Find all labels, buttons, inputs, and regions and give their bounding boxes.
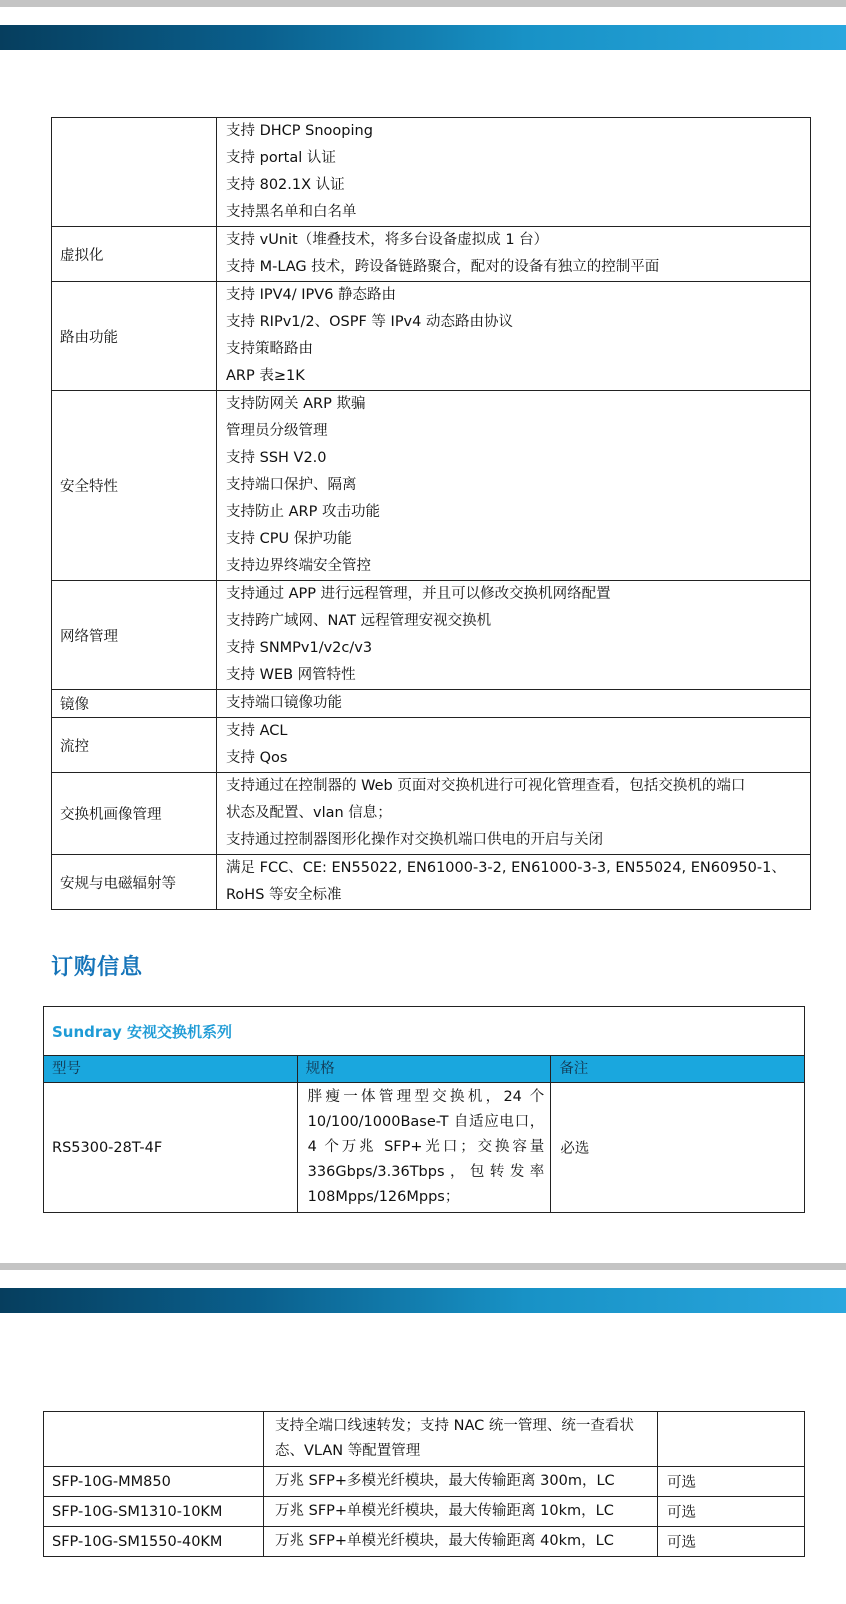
series-title: Sundray 安视交换机系列 bbox=[44, 1007, 805, 1056]
table-header bbox=[44, 1056, 805, 1083]
spec-line: 管理员分级管理 bbox=[226, 423, 328, 439]
note-cell: 可选 bbox=[658, 1527, 805, 1557]
spec-line: 支持策略路由 bbox=[226, 341, 313, 357]
spec-line: 满足 FCC、CE: EN55022, EN61000-3-2, EN61000-3-3, EN55024, EN60950-1、 bbox=[226, 860, 786, 876]
note-cell: 可选 bbox=[658, 1467, 805, 1497]
spec-cell: 万兆 SFP+单模光纤模块，最大传输距离 10km，LC bbox=[264, 1497, 658, 1527]
spec-category: 安全特性 bbox=[52, 391, 217, 581]
spec-category: 虚拟化 bbox=[52, 227, 217, 282]
spec-category: 镜像 bbox=[52, 690, 217, 718]
table-row bbox=[52, 391, 811, 581]
spec-line: 支持跨广域网、NAT 远程管理安视交换机 bbox=[226, 613, 492, 629]
spec-line: 状态及配置、vlan 信息； bbox=[226, 805, 392, 821]
header-band bbox=[0, 1288, 846, 1313]
spec-line: 支持通过在控制器的 Web 页面对交换机进行可视化管理查看，包括交换机的端口 bbox=[226, 778, 746, 794]
table-row bbox=[52, 581, 811, 690]
header-band bbox=[0, 25, 846, 50]
spec-line: 支持 WEB 网管特性 bbox=[226, 667, 356, 683]
spec-line: RoHS 等安全标准 bbox=[226, 887, 342, 903]
series-row bbox=[44, 1007, 805, 1056]
spec-line: 支持 RIPv1/2、OSPF 等 IPv4 动态路由协议 bbox=[226, 314, 513, 330]
table-row bbox=[52, 227, 811, 282]
table-row bbox=[52, 690, 811, 718]
spec-category: 交换机画像管理 bbox=[52, 773, 217, 855]
table-row bbox=[52, 718, 811, 773]
spec-line: 支持防网关 ARP 欺骗 bbox=[226, 396, 366, 412]
spec-category: 网络管理 bbox=[52, 581, 217, 690]
note-cell: 可选 bbox=[658, 1497, 805, 1527]
spec-category: 流控 bbox=[52, 718, 217, 773]
spec-line: 支持 Qos bbox=[226, 750, 288, 766]
table-row bbox=[44, 1412, 805, 1467]
spec-table bbox=[51, 117, 811, 910]
table-row bbox=[52, 118, 811, 227]
table-row bbox=[44, 1467, 805, 1497]
column-header: 规格 bbox=[297, 1056, 551, 1083]
spec-cell: 胖瘦一体管理型交换机，24 个 10/100/1000Base-T 自适应电口，4 个万兆 SFP+光口；交换容量 336Gbps/3.36Tbps，包转发率 108Mpps/126Mpps； bbox=[297, 1083, 551, 1213]
note-cell: 必选 bbox=[551, 1083, 805, 1213]
model-cell: SFP-10G-MM850 bbox=[44, 1467, 264, 1497]
spec-line: 支持 IPV4/ IPV6 静态路由 bbox=[226, 287, 397, 303]
spec-line: 支持边界终端安全管控 bbox=[226, 558, 371, 574]
spec-line: 支持 DHCP Snooping bbox=[226, 123, 373, 139]
table-row bbox=[44, 1497, 805, 1527]
model-cell: SFP-10G-SM1550-40KM bbox=[44, 1527, 264, 1557]
column-header: 备注 bbox=[551, 1056, 805, 1083]
spec-line: 支持防止 ARP 攻击功能 bbox=[226, 504, 380, 520]
spec-line: 支持 M-LAG 技术，跨设备链路聚合，配对的设备有独立的控制平面 bbox=[226, 259, 660, 275]
spec-category: 安规与电磁辐射等 bbox=[52, 855, 217, 910]
note-cell bbox=[658, 1412, 805, 1467]
model-cell: RS5300-28T-4F bbox=[44, 1083, 298, 1213]
spec-line: 支持 ACL bbox=[226, 723, 288, 739]
spec-line: 支持 SNMPv1/v2c/v3 bbox=[226, 640, 373, 656]
table-row bbox=[52, 773, 811, 855]
order-table bbox=[43, 1006, 805, 1213]
spec-line: 支持 802.1X 认证 bbox=[226, 177, 345, 193]
spec-line: 支持端口镜像功能 bbox=[226, 695, 342, 711]
model-cell: SFP-10G-SM1310-10KM bbox=[44, 1497, 264, 1527]
spec-cell: 支持全端口线速转发；支持 NAC 统一管理、统一查看状态、VLAN 等配置管理 bbox=[264, 1412, 658, 1467]
spec-line: 支持端口保护、隔离 bbox=[226, 477, 357, 493]
table-row bbox=[52, 855, 811, 910]
spec-line: 支持通过控制器图形化操作对交换机端口供电的开启与关闭 bbox=[226, 832, 603, 848]
spec-category bbox=[52, 118, 217, 227]
spec-cell: 万兆 SFP+单模光纤模块，最大传输距离 40km，LC bbox=[264, 1527, 658, 1557]
spec-line: 支持 vUnit（堆叠技术，将多台设备虚拟成 1 台） bbox=[226, 232, 549, 248]
order-table-continued bbox=[43, 1411, 805, 1557]
spec-line: ARP 表≥1K bbox=[226, 368, 305, 384]
table-row bbox=[44, 1527, 805, 1557]
table-row bbox=[52, 282, 811, 391]
spec-line: 支持 SSH V2.0 bbox=[226, 450, 327, 466]
top-rule bbox=[0, 0, 846, 7]
spec-category: 路由功能 bbox=[52, 282, 217, 391]
spec-line: 支持 CPU 保护功能 bbox=[226, 531, 352, 547]
model-cell bbox=[44, 1412, 264, 1467]
spec-line: 支持 portal 认证 bbox=[226, 150, 336, 166]
section-title: 订购信息 bbox=[51, 955, 144, 980]
spec-cell: 万兆 SFP+多模光纤模块，最大传输距离 300m，LC bbox=[264, 1467, 658, 1497]
table-row bbox=[44, 1083, 805, 1213]
spec-line: 支持黑名单和白名单 bbox=[226, 204, 357, 220]
page-divider-rule bbox=[0, 1263, 846, 1270]
spec-line: 支持通过 APP 进行远程管理，并且可以修改交换机网络配置 bbox=[226, 586, 611, 602]
column-header: 型号 bbox=[44, 1056, 298, 1083]
